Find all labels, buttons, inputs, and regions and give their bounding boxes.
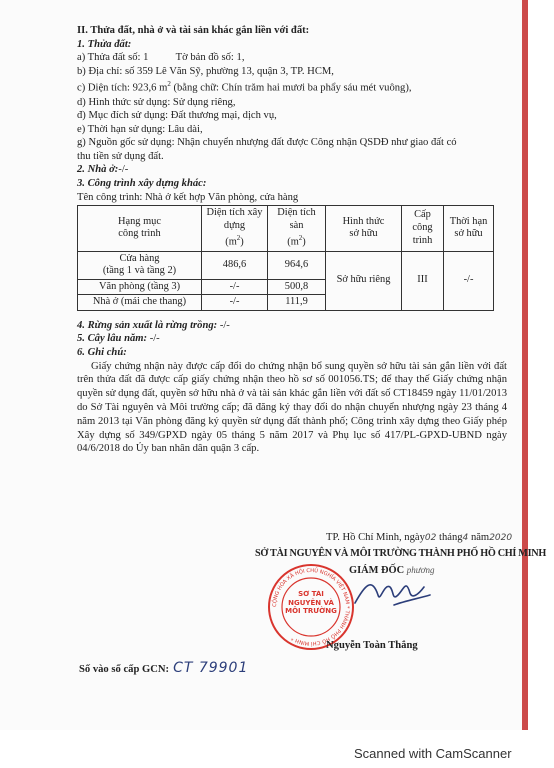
- cell-build-area: -/-: [202, 279, 268, 295]
- date-year: 2020: [489, 533, 513, 543]
- date-day: 02: [424, 533, 437, 543]
- address-line: b) Địa chỉ: số 359 Lê Văn Sỹ, phường 13, quận 3, TP. HCM,: [77, 65, 334, 77]
- date-prefix: TP. Hồ Chí Minh, ngày: [326, 532, 425, 543]
- land-heading: 1. Thửa đất:: [77, 38, 132, 50]
- area-prefix: c) Diện tích: 923,6 m: [77, 82, 168, 94]
- table-header-row: [78, 206, 494, 251]
- register-line: [79, 660, 248, 676]
- cell-build-area: -/-: [202, 295, 268, 311]
- signature-icon: [350, 565, 435, 615]
- issuing-authority: SỞ TÀI NGUYÊN VÀ MÔI TRƯỜNG THÀNH PHỐ HỒ CHÍ MINH: [255, 548, 546, 559]
- construction-heading: 3. Công trình xây dựng khác:: [77, 178, 207, 190]
- parcel-number: 1: [143, 52, 149, 64]
- area-unit-sup: 2: [167, 80, 171, 89]
- house-value: -/-: [118, 164, 129, 176]
- col-header-build-area: Diện tích xây dựng $(m^2)$: [202, 206, 268, 251]
- parcel-prefix: a) Thửa đất số:: [77, 52, 141, 64]
- register-label: Số vào sổ cấp GCN:: [79, 664, 170, 675]
- use-form-line: d) Hình thức sử dụng: Sử dụng riêng,: [77, 96, 236, 108]
- forest-line: [77, 319, 507, 333]
- trees-value: -/-: [149, 333, 160, 345]
- area-line: [77, 78, 507, 95]
- forest-heading: 4. Rừng sản xuất là rừng trồng:: [77, 319, 218, 331]
- construction-name: Tên công trình: Nhà ở kết hợp Văn phòng, cửa hàng: [77, 191, 299, 203]
- map-prefix: Tờ bản đồ số:: [175, 52, 234, 64]
- seal-center-text: SỞ TÀI NGUYÊN VÀ MÔI TRƯỜNG: [285, 590, 337, 615]
- table-row: [78, 251, 494, 279]
- origin-line-2: thu tiền sử dụng đất.: [77, 150, 164, 162]
- title-note: phương: [406, 565, 435, 575]
- col-header-term: Thời hạn sở hữu: [444, 206, 494, 251]
- cell-item: Văn phòng (tầng 3): [78, 279, 202, 295]
- cell-floor-area: 500,8: [268, 279, 326, 295]
- notes-heading: 6. Ghi chú:: [77, 347, 127, 359]
- cell-build-area: 486,6: [202, 251, 268, 279]
- trees-line: [77, 332, 507, 346]
- term-line: e) Thời hạn sử dụng: Lâu dài,: [77, 123, 203, 135]
- cell-floor-area: 111,9: [268, 295, 326, 311]
- col-header-floor-area: Diện tích sàn $(m^2)$: [268, 206, 326, 251]
- origin-line-1: g) Nguồn gốc sử dụng: Nhận chuyển nhượng đất được Công nhận QSDĐ như giao đất có: [77, 137, 457, 149]
- register-number: CT 79901: [173, 660, 249, 676]
- certificate-body: [77, 24, 507, 456]
- cell-item: Cửa hàng (tầng 1 và tầng 2): [78, 251, 202, 279]
- house-heading: 2. Nhà ở:: [77, 164, 119, 176]
- cell-item: Nhà ở (mái che thang): [78, 295, 202, 311]
- cell-term: -/-: [444, 251, 494, 310]
- cell-floor-area: 964,6: [268, 251, 326, 279]
- date-month: 4: [462, 533, 469, 543]
- notes-text: Giấy chứng nhận này được cấp đổi do chứng nhận bổ sung quyền sở hữu tài sản gắn liền với đất trên thửa đất đã được cấp giấy chứng nhận theo hồ sơ số 001056.TS; để thay thế Giấy chứng nhận quyền sử dụng đất, quyền sở hữu nhà ở và tài sản khác gắn liền với đất số CT18459 ngày 11/01/2013 do Sở Tài nguyên và Môi trường cấp; đã đăng ký thay đổi do nhận chuyển nhượng ngày 23 tháng 4 năm 2013 tại Văn phòng đăng ký quyền sử dụng đất thành phố; Công trình xây dựng theo Giấy phép Xây dựng số 349/GPXD ngày 05 tháng 5 năm 2017 và Phụ lục số 417/PL-GPXD-UBND ngày 04/6/2018 do Ủy ban nhân dân quận 3 cấp.: [77, 360, 507, 455]
- col-header-ownership: Hình thức sở hữu: [326, 206, 402, 251]
- purpose-line: đ) Mục đích sử dụng: Đất thương mại, dịch vụ,: [77, 110, 277, 122]
- year-prefix: năm: [470, 532, 490, 543]
- parcel-line: [77, 51, 507, 65]
- col-header-level: Cấp công trình: [402, 206, 444, 251]
- cell-level: III: [402, 251, 444, 310]
- scanner-watermark: Scanned with CamScanner: [354, 746, 512, 761]
- cell-ownership: Sở hữu riêng: [326, 251, 402, 310]
- director-title: GIÁM ĐỐC phương: [349, 565, 435, 576]
- forest-value: -/-: [219, 319, 230, 331]
- date-line: [326, 532, 512, 543]
- month-prefix: tháng: [439, 532, 463, 543]
- section-title: II. Thửa đất, nhà ở và tài sản khác gắn liền với đất:: [77, 25, 310, 36]
- col-header-item: Hạng mục công trình: [78, 206, 202, 251]
- house-line: [77, 163, 507, 177]
- signer-name: Nguyễn Toàn Thắng: [326, 640, 418, 651]
- seal-ring-text: CỘNG HÒA XÃ HỘI CHỦ NGHĨA VIỆT NAM * THÀNH PHỐ HỒ CHÍ MINH *: [271, 567, 351, 647]
- area-suffix: (bằng chữ: Chín trăm hai mươi ba phẩy sáu mét vuông),: [170, 82, 412, 94]
- construction-table: [77, 205, 494, 311]
- trees-heading: 5. Cây lâu năm:: [77, 333, 148, 345]
- map-number: 1,: [236, 52, 245, 64]
- official-seal-icon: [266, 562, 356, 652]
